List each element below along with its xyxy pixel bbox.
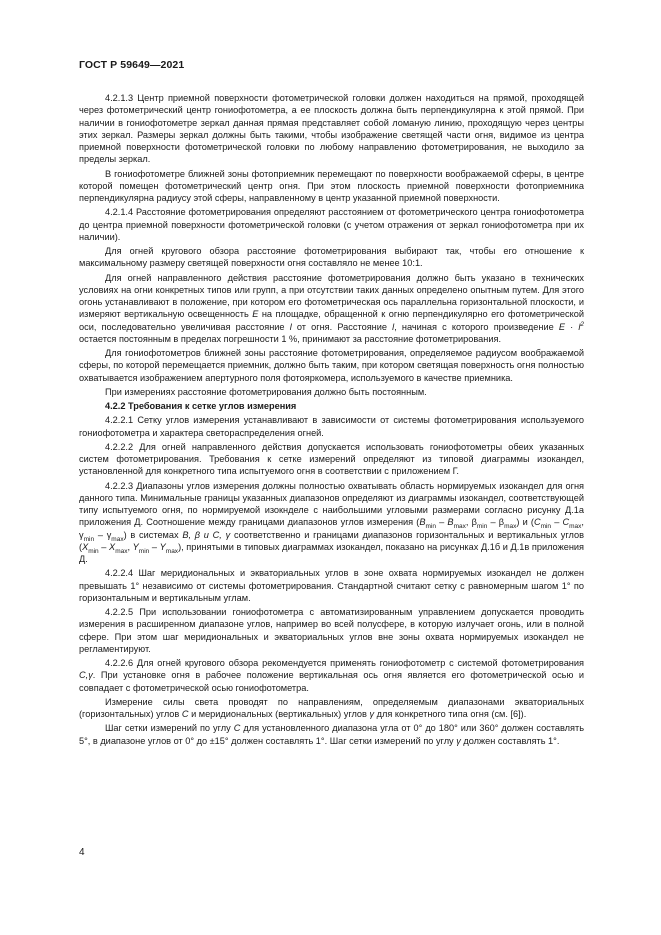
text-run: 4.2.2.3 Диапазоны углов измерения должны полностью охватывать область нормируемых изокандел для огня данного типа. Минимальные границы указанных диапазонов определяют из диаграммы изокандел, соответствующей типу испытуемого огня, по нормируемой изокнделе с наибольшими угловыми размерами согласно рисунку Д.1а приложения Д. Соотношение между границами диапазонов углов измерения (: [79, 480, 584, 528]
paragraph: 4.2.2.3 Диапазоны углов измерения должны полностью охватывать область нормируемых изокандел для огня данного типа. Минимальные границы указанных диапазонов определяют из диаграммы изокандел, соответствующей типу испытуемого огня, по нормируемой изокнделе с наибольшими угловыми размерами согласно рисунку Д.1а приложения Д. Соотношение между границами диапазонов углов измерения ($B_{min} - B_{max}$, $\beta_{min} - \beta_{max}$) и ($C_{min} - C_{max}$, $\gamma_{min} - \gamma_{max}$) в системах B, β и C, γ соответственно и границами диапазонов горизонтальных и вертикальных углов ($X_{min} - X_{max}$, $Y_{min} - Y_{max}$), принятыми в типовых диаграммах изокандел, показано на рисунках Д.1б и Д.1в приложения Д.: [79, 480, 585, 564]
text-run: от огня. Расстояние: [296, 321, 387, 332]
paragraph: [79, 272, 584, 346]
text-run: Для огней направленного действия расстояние фотометрирования должно быть указано в технических условиях на огни конкретных типов или групп, а при отсутствии таких данных определено опытным путем. Для этого огонь устанавливают в положение, при котором его фотометрическая ось параллельна горизонтальной плоскости, и измеряют вертикальную освещенность: [79, 272, 584, 320]
paragraph: Шаг сетки измерений по углу C для установленного диапазона угла от 0° до 180° или 360° должен составлять 5°, в диапазоне углов от 0° до ±15° должен составлять 1°. Шаг сетки измерений по углу γ должен составлять 1°.: [79, 723, 584, 746]
symbol-E: E: [252, 309, 259, 320]
text-run: , начиная с которого произведение: [394, 321, 554, 332]
symbol-l: l: [392, 321, 395, 332]
paragraph: При измерениях расстояние фотометрирования должно быть постоянным.: [105, 386, 427, 397]
symbol-systems: B, β и C, γ: [182, 529, 234, 540]
paragraph: 4.2.2.2 Для огней направленного действия допускается использовать гониофотометры обеих указанных систем фотометрирования. Требования к сетке измерений определяют из типовой диаграммы изокандел, установленной для конкретного типа испытуемого огня в соответствии с приложением Г.: [79, 441, 584, 477]
page-number: 4: [79, 847, 85, 858]
text-run: на площадке, обращенной к огню перпендикулярно его фотометрической оси, последовательно увеличивая расстояние: [79, 309, 584, 332]
symbol-l: l: [289, 321, 292, 332]
section-heading: 4.2.2 Требования к сетке углов измерения: [105, 401, 297, 411]
paragraph: 4.2.2.5 При использовании гониофотометра с автоматизированным управлением допускается проводить измерения в расширенном диапазоне углов, например во всей полусфере, в которую излучает огонь, или в полной сфере. При этом шаг меридиональных и экваториальных углов вне зоны охвата нормируемых изокандел не регламентируют.: [79, 607, 584, 654]
paragraph: Для гониофотометров ближней зоны расстояние фотометрирования, определяемое радиусом воображаемой сферы, по которой перемещается приемник, должно быть таким, при котором светящая поверхность огня полностью охватывается изображением апертурного поля фотояркомера, используемого в качестве приемника.: [79, 348, 584, 383]
paragraph: Измерение силы света проводят по направлениям, определяемым диапазонами экваториальных (горизонтальных) углов C и меридиональных (вертикальных) углов γ для конкретного типа огня (см. [6]).: [79, 696, 584, 719]
document-header: ГОСТ Р 59649—2021: [79, 59, 185, 71]
paragraph: Для огней кругового обзора расстояние фотометрирования выбирают так, чтобы его отношение к максимальному размеру светящей поверхности огня составляло не менее 10:1.: [79, 246, 584, 269]
formula-E-l2: $E \cdot l^2$: [558, 320, 584, 332]
document-body: [79, 92, 584, 749]
text-run: остается постоянным в пределах погрешности 1 %, принимают за расстояние фотометрирования.: [79, 333, 502, 344]
paragraph: 4.2.2.6 Для огней кругового обзора рекомендуется применять гониофотометр с системой фотометрирования C,γ. При установке огня в рабочее положение вертикальная ось огня является его фотометрической осью и совпадает с фотометрической осью гониофотометра.: [79, 658, 584, 693]
paragraph: 4.2.2.1 Сетку углов измерения устанавливают в зависимости от системы фотометрирования используемого гониофотометра и характера светораспределения огней.: [79, 415, 584, 438]
paragraph: 4.2.1.4 Расстояние фотометрирования определяют расстоянием от фотометрического центра гониофотометра до центра приемной поверхности фотометрической головки (с учетом отражения от зеркал гониофотометра при их наличии).: [79, 207, 584, 242]
paragraph: 4.2.2.4 Шаг меридиональных и экваториальных углов в зоне охвата нормируемых изокандел не должен превышать 1° независимо от системы фотометрирования. Стандартной считают сетку с равномерным шагом 1° по горизонтальным и вертикальным углам.: [79, 568, 584, 603]
paragraph: 4.2.1.3 Центр приемной поверхности фотометрической головки должен находиться на прямой, проходящей через фотометрический центр гониофотометра, а ее плоскость должна быть перпендикулярна к этой прямой. При наличии в гониофотометре зеркал данная прямая представляет собой ломаную линию, проходящую через центры этих зеркал. Размеры зеркал должны быть такими, чтобы изображение светящей части огня, видимое из центра приемной поверхности фотометрической головки по любому направлению фотометрирования, не выходило за пределы зеркал.: [79, 93, 584, 165]
paragraph: В гониофотометре ближней зоны фотоприемник перемещают по поверхности воображаемой сферы, в центре которой помещен фотометрический центр огня. При этом плоскость приемной поверхности фотоприемника перпендикулярна радиусу этой сферы, направленному в центр указанной приемной поверхности.: [79, 168, 584, 203]
